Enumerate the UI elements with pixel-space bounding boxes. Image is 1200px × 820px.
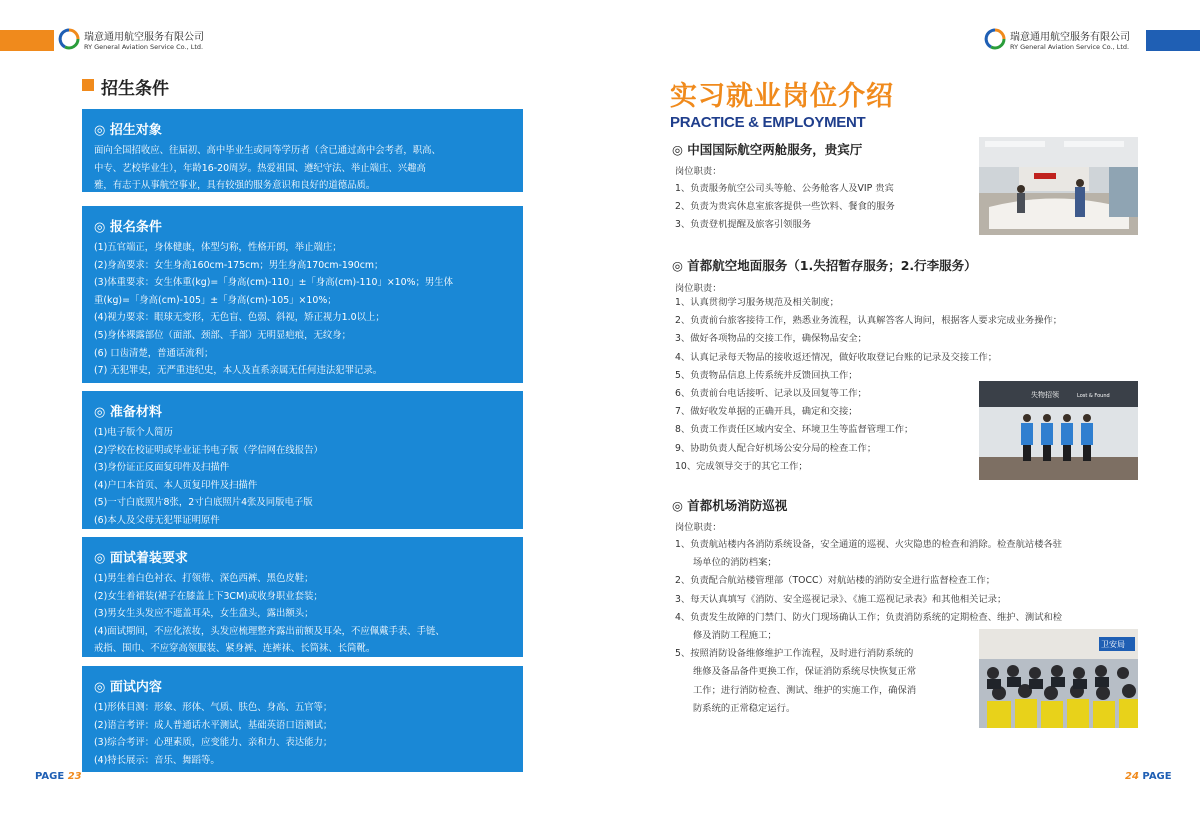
box-line: (1)五官端正，身体健康，体型匀称，性格开朗，举止端庄；	[94, 242, 342, 253]
info-box-requirements	[82, 206, 523, 383]
duty-item: 1、认真贯彻学习服务规范及相关制度；	[675, 297, 839, 308]
duty-item: 场单位的消防档案；	[693, 557, 777, 569]
company-name-cn: 瑞意通用航空服务有限公司	[1010, 32, 1130, 43]
section-title: 招生条件	[101, 79, 169, 99]
company-logo-right	[984, 28, 1006, 54]
logo-icon	[58, 28, 80, 50]
page-number-left	[35, 771, 82, 782]
duty-item: 7、做好收发单据的正确开具，确定和交接；	[675, 406, 858, 418]
box-title: ◎ 报名条件	[94, 220, 162, 235]
box-line: (1)形体目测：形象、形体、气质、肤色、身高、五官等；	[94, 702, 333, 713]
duty-item: 2、负责为贵宾休息室旅客提供一些饮料、餐食的服务	[675, 201, 895, 213]
header-accent-bar-left	[0, 30, 54, 51]
duty-item: 4、认真记录每天物品的接收返还情况，做好收取登记台账的记录及交接工作；	[675, 351, 998, 363]
company-name-en: RY General Aviation Service Co., Ltd.	[84, 43, 204, 51]
duty-item: 工作；进行消防检查、测试、维护的实施工作，确保消	[693, 684, 917, 696]
duty-label: 岗位职责：	[675, 522, 722, 533]
duty-item: 3、做好各项物品的交接工作，确保物品安全；	[675, 333, 867, 345]
box-line: 面向全国招收应、往届初、高中毕业生或同等学历者（含已通过高中会考者，职高、	[94, 145, 441, 156]
duty-item: 8、负责工作责任区域内安全、环境卫生等监督管理工作；	[675, 424, 914, 436]
fire-patrol-photo	[979, 629, 1138, 728]
box-line: 雅，有志于从事航空事业，具有较强的服务意识和良好的道德品质。	[94, 180, 376, 192]
duty-item: 3、负责登机提醒及旅客引领服务	[675, 219, 812, 231]
duty-item: 4、负责发生故障的门禁门、防火门现场确认工作；负责消防系统的定期检查、维护、测试和检	[675, 611, 1063, 623]
box-line: (4)特长展示：音乐、舞蹈等。	[94, 754, 220, 766]
box-line: (3)体重要求：女生体重(kg)=「身高(cm)-110」±「身高(cm)-110」×10%；男生体	[94, 277, 454, 289]
duty-item: 1、负责服务航空公司头等舱、公务舱客人及VIP 贵宾	[675, 183, 894, 194]
duty-item: 2、负责前台旅客接待工作，熟悉业务流程，认真解答客人询问，根据客人要求完成业务操作；	[675, 315, 1063, 327]
box-line: 中专、艺校毕业生），年龄16-20周岁。热爱祖国、遵纪守法、举止端庄、兴趣高	[94, 162, 426, 174]
box-line: (5)一寸白底照片8张，2寸白底照片4张及同版电子版	[94, 497, 313, 509]
duty-item: 维修及备品备件更换工作，保证消防系统尽快恢复正常	[693, 666, 917, 678]
duty-label: 岗位职责：	[675, 166, 722, 177]
duty-item: 5、负责物品信息上传系统并反馈回执工作；	[675, 369, 858, 381]
company-logo-left	[58, 28, 80, 54]
page-number: 23	[67, 771, 82, 782]
info-box-target	[82, 109, 523, 192]
box-line: (6)本人及父母无犯罪证明原件	[94, 514, 220, 526]
box-title: ◎ 准备材料	[94, 405, 162, 420]
duty-item: 3、每天认真填写《消防、安全巡视记录》、《施工巡视记录表》和其他相关记录；	[675, 593, 1007, 605]
box-line: (3)身份证正反面复印件及扫描件	[94, 462, 230, 474]
page-subtitle: PRACTICE & EMPLOYMENT	[670, 114, 866, 131]
box-title: ◎ 面试内容	[94, 680, 162, 695]
duty-item: 5、按照消防设备维修维护工作流程，及时进行消防系统的	[675, 648, 914, 660]
info-box-materials	[82, 391, 523, 529]
company-name-en: RY General Aviation Service Co., Ltd.	[1010, 43, 1130, 51]
box-line: 重(kg)=「身高(cm)-105」±「身高(cm)-105」×10%；	[94, 294, 337, 306]
box-line: 戒指、围巾、不应穿高领服装、紧身裤、连裤袜、长筒袜、长筒靴。	[94, 643, 376, 655]
vip-lounge-photo	[979, 137, 1138, 235]
duty-item: 2、负责配合航站楼管理部（TOCC）对航站楼的消防安全进行监督检查工作；	[675, 575, 996, 587]
page-label: PAGE	[1142, 771, 1172, 782]
duty-item: 10、完成领导交于的其它工作；	[675, 460, 808, 472]
job-title: ◎ 中国国际航空两舱服务，贵宾厅	[672, 142, 863, 157]
job-title: ◎ 首都航空地面服务（1.失招暂存服务；2.行李服务）	[672, 258, 977, 273]
duty-item: 防系统的正常稳定运行。	[693, 702, 796, 714]
duty-item: 6、负责前台电话接听、记录以及回复等工作；	[675, 388, 867, 400]
photo-sign: 失物招领	[1031, 391, 1059, 399]
page-number: 24	[1125, 771, 1139, 782]
box-line: (2)语言考评：成人普通话水平测试，基础英语口语测试；	[94, 719, 333, 731]
company-name-cn: 瑞意通用航空服务有限公司	[84, 32, 204, 43]
box-line: (2)学校在校证明或毕业证书电子版（学信网在线报告）	[94, 444, 323, 456]
box-line: (4)面试期间，不应化浓妆，头发应梳理整齐露出前额及耳朵，不应佩戴手表、手链、	[94, 625, 445, 637]
lost-and-found-photo	[979, 381, 1138, 480]
box-title: ◎ 招生对象	[94, 123, 162, 138]
box-line: (2)身高要求：女生身高160cm-175cm；男生身高170cm-190cm；	[94, 259, 384, 271]
duty-list	[675, 180, 895, 235]
box-line: (3)综合考评：心理素质，应变能力、亲和力、表达能力；	[94, 737, 333, 749]
box-line: (7) 无犯罪史，无严重违纪史，本人及直系亲属无任何违法犯罪记录。	[94, 365, 383, 377]
duty-label: 岗位职责：	[675, 283, 722, 294]
box-line: (3)男女生头发应不遮盖耳朵，女生盘头，露出额头；	[94, 608, 314, 620]
box-line: (1)电子版个人简历	[94, 427, 173, 438]
page-label: PAGE	[35, 771, 65, 782]
box-line: (6) 口齿清楚，普通话流利；	[94, 347, 214, 359]
duty-item: 1、负责航站楼内各消防系统设备，安全通道的巡视、火灾隐患的检查和消除。检查航站楼各驻	[675, 539, 1063, 550]
info-box-interview	[82, 666, 523, 772]
box-line: (4)户口本首页、本人页复印件及扫描件	[94, 479, 258, 491]
job-title: ◎ 首都机场消防巡视	[672, 498, 788, 513]
info-box-dress-code	[82, 537, 523, 657]
duty-item: 9、协助负责人配合好机场公安分局的检查工作；	[675, 442, 877, 454]
box-line: (2)女生着裙装(裙子在膝盖上下3CM)或收身职业套装；	[94, 590, 323, 602]
logo-icon	[984, 28, 1006, 50]
page-number-right	[1125, 771, 1172, 782]
photo-sign-en: Lost & Found	[1077, 393, 1110, 399]
box-title: ◎ 面试着装要求	[94, 551, 188, 566]
box-line: (5)身体裸露部位（面部、颈部、手部）无明显疤痕，无纹身；	[94, 329, 352, 341]
section-marker	[82, 79, 94, 91]
photo-sign: 卫安局	[1101, 640, 1125, 649]
header-accent-bar-right	[1146, 30, 1200, 51]
duty-item: 修及消防工程施工；	[693, 630, 777, 642]
page-title: 实习就业岗位介绍	[670, 81, 894, 112]
box-line: (4)视力要求：眼球无变形，无色盲、色弱、斜视，矫正视力1.0以上；	[94, 312, 385, 324]
box-line: (1)男生着白色衬衣、打领带、深色西裤、黑色皮鞋；	[94, 573, 314, 584]
